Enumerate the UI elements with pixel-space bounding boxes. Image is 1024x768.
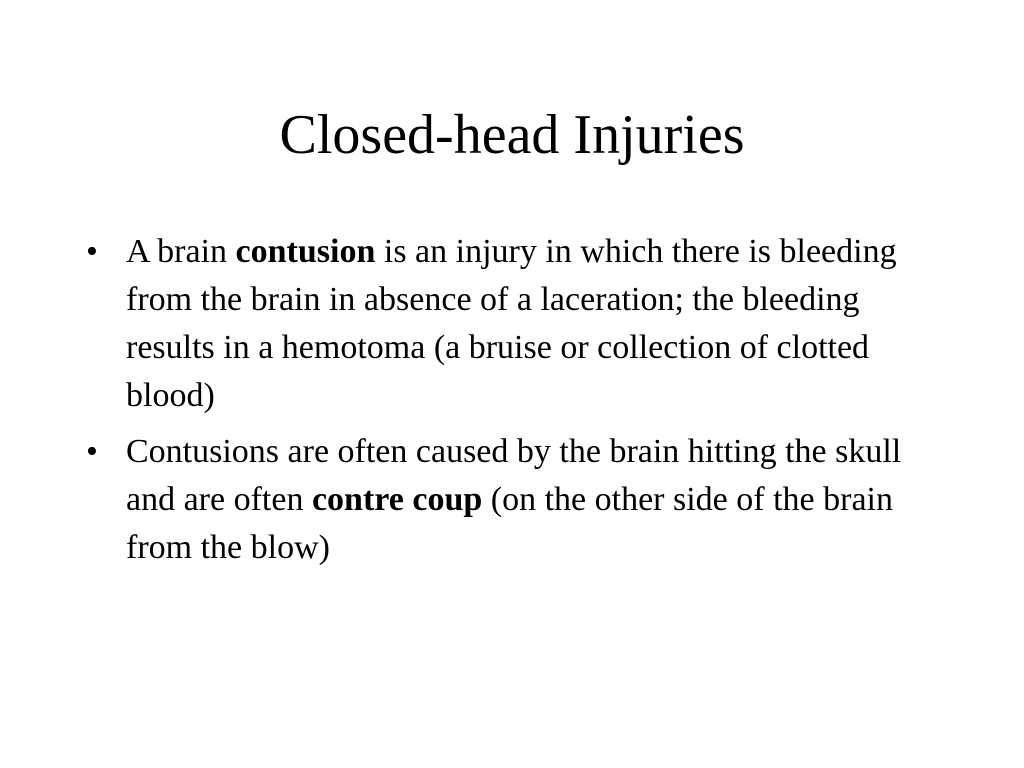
bullet-text-post: (on the other side of the brain from the blow) bbox=[126, 481, 893, 566]
bullet-text-bold: contre coup bbox=[311, 481, 483, 518]
bullet-item bbox=[86, 428, 946, 572]
bullet-list bbox=[86, 228, 946, 580]
slide-title: Closed-head Injuries bbox=[279, 104, 745, 166]
bullet-marker: • bbox=[86, 233, 98, 270]
bullet-marker: • bbox=[86, 433, 98, 470]
bullet-text-bold: contusion bbox=[235, 233, 376, 270]
bullet-item bbox=[86, 228, 946, 420]
bullet-text-post: is an injury in which there is bleeding from the brain in absence of a laceration; the bleeding results in a hemotoma (a bruise or collection of clotted blood) bbox=[126, 233, 897, 414]
bullet-text-pre: A brain bbox=[126, 233, 236, 270]
bullet-text-pre: Contusions are often caused by the brain hitting the skull and are often bbox=[126, 433, 902, 518]
